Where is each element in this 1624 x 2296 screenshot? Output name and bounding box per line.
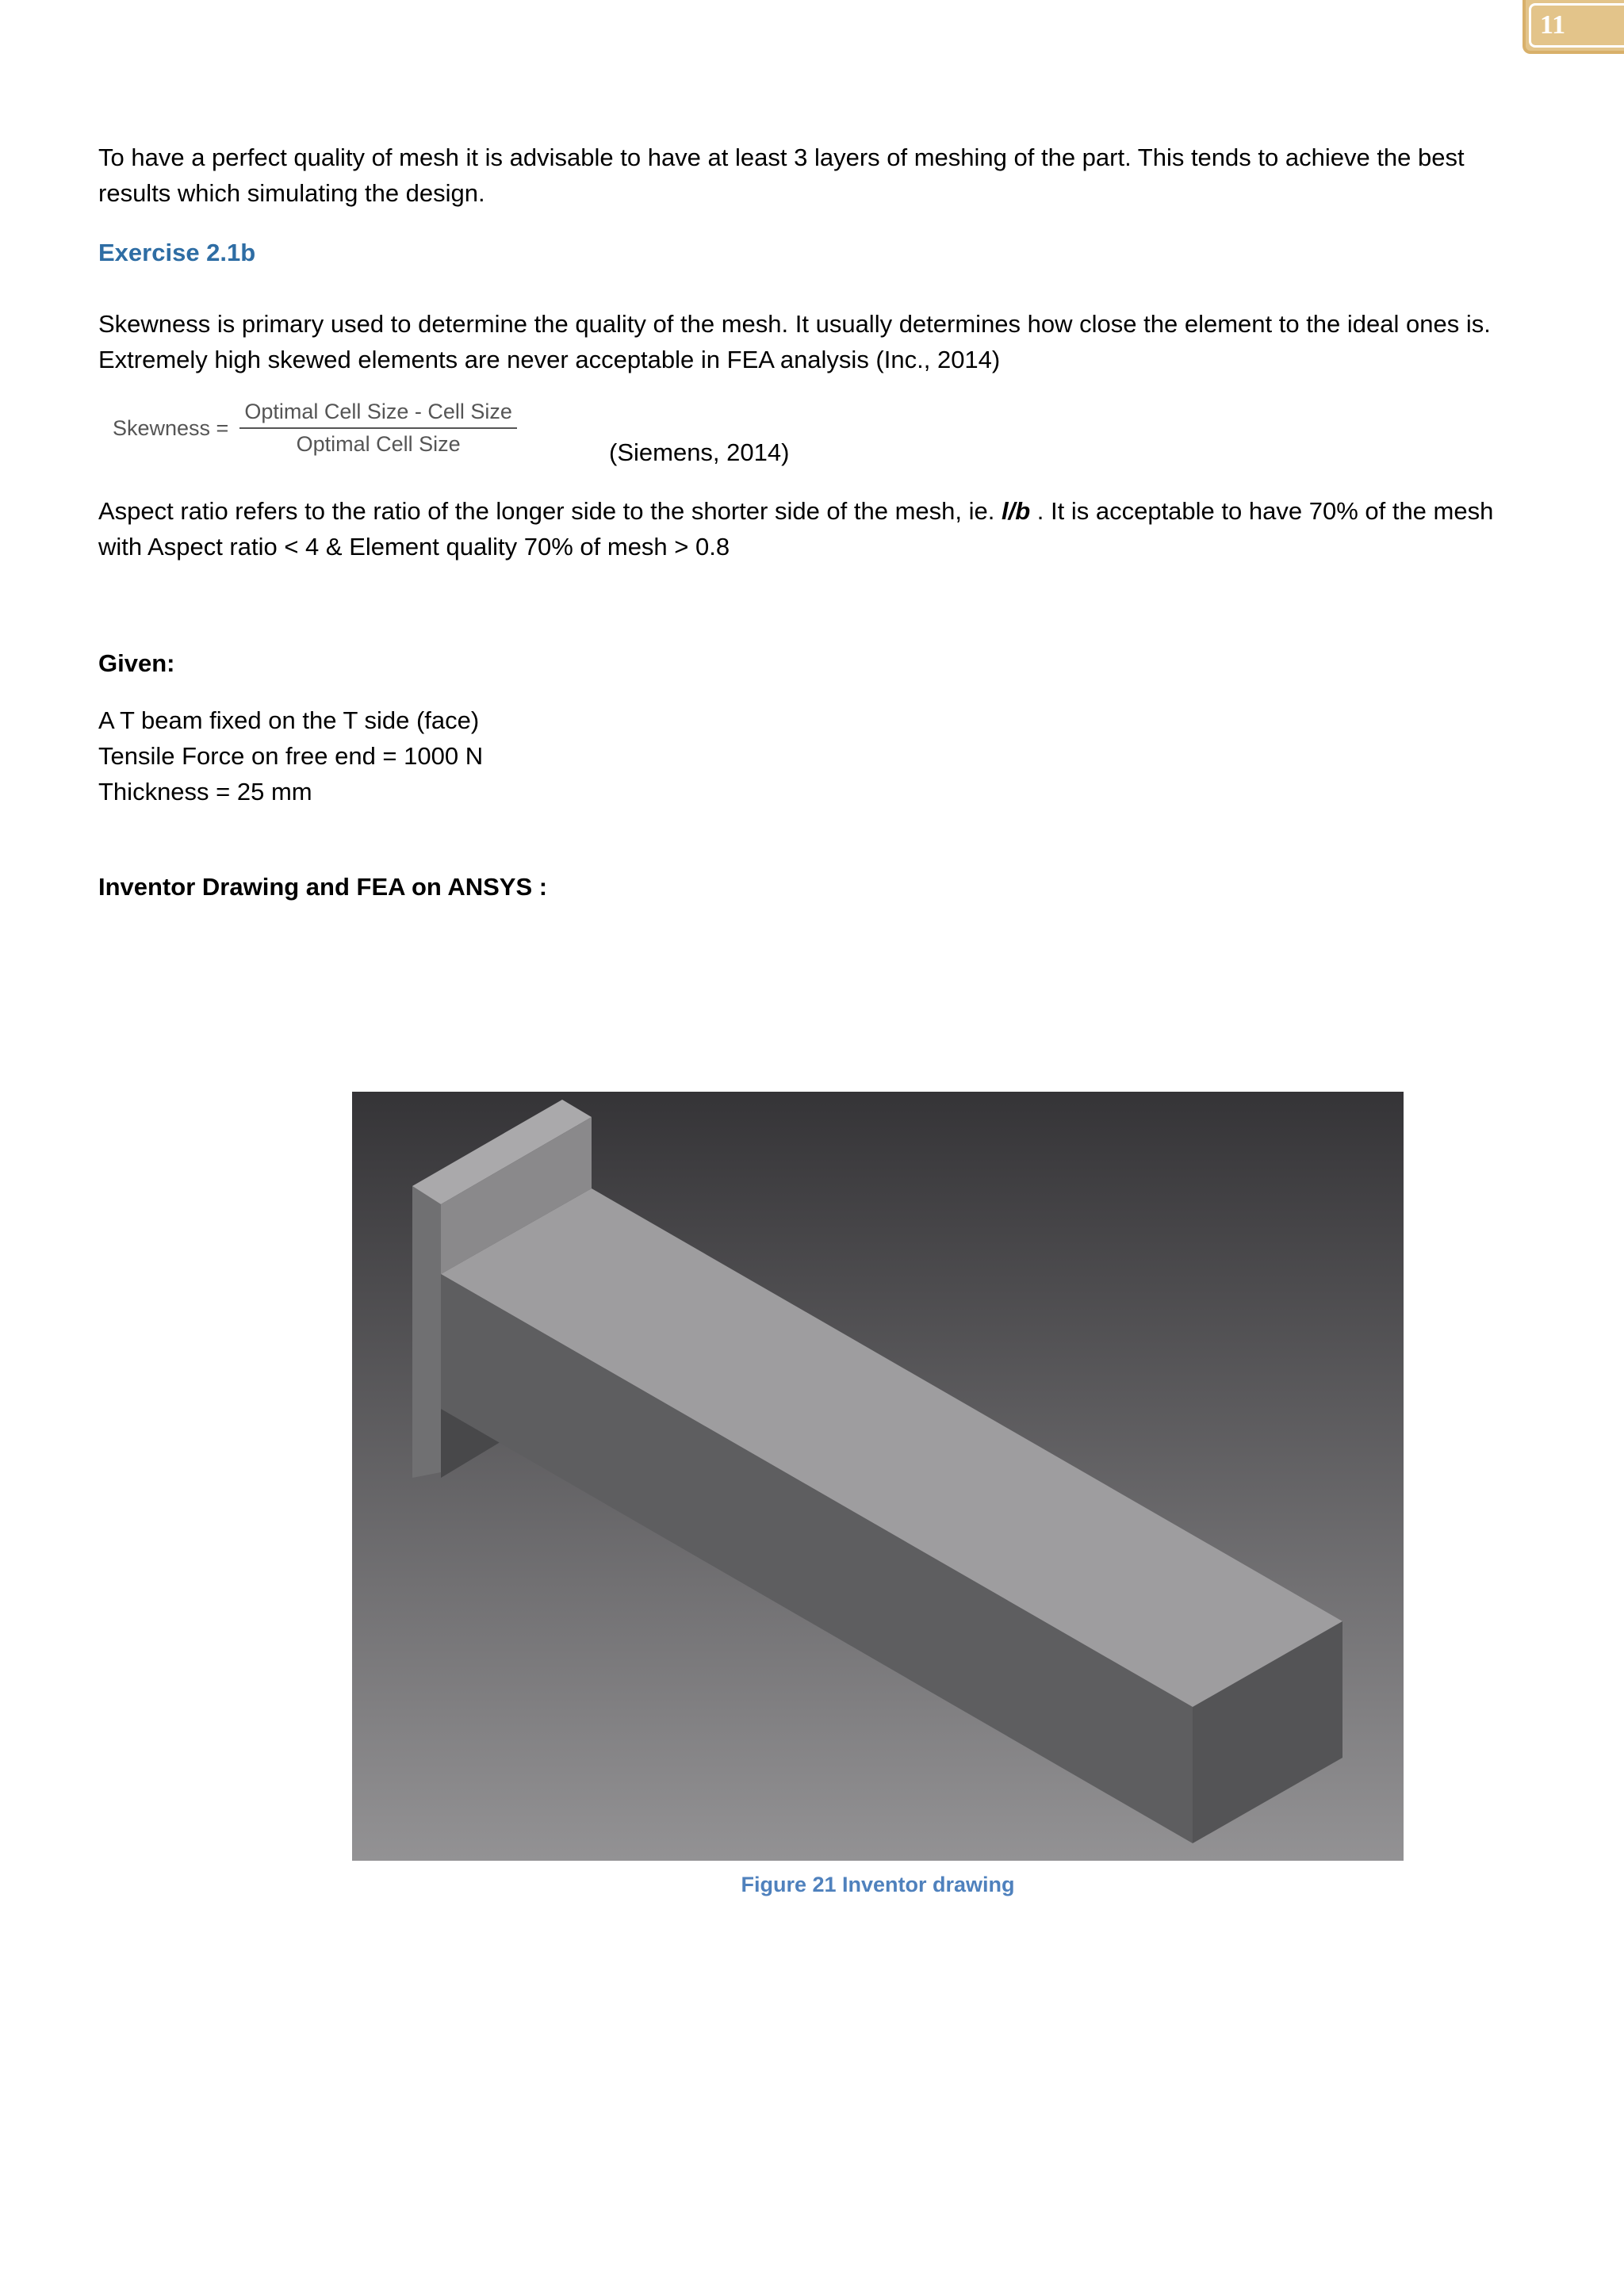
page-number: 11 — [1540, 10, 1566, 40]
given-line: A T beam fixed on the T side (face) — [98, 706, 480, 734]
page-number-badge — [1522, 0, 1624, 54]
exercise-heading: Exercise 2.1b — [98, 239, 256, 266]
formula-denominator: Optimal Cell Size — [296, 432, 461, 456]
aspect-text-after: . It is acceptable to have 70% of the mesh with Aspect ratio < 4 & Element quality 70% of mesh > 0.8 — [98, 497, 1494, 561]
formula-lhs: Skewness = — [113, 415, 229, 440]
skewness-paragraph: Skewness is primary used to determine the quality of the mesh. It usually determines how close the element to the ideal ones is. Extremely high skewed elements are never acceptable in FEA analysis (Inc., 2014) — [98, 310, 1491, 373]
mesh-layers-paragraph: To have a perfect quality of mesh it is advisable to have at least 3 layers of meshing of the part. This tends to achieve the best results which simulating the design. — [98, 144, 1465, 207]
given-line: Tensile Force on free end = 1000 N — [98, 742, 484, 770]
aspect-ratio-symbol: l/b — [1002, 497, 1031, 525]
flange-front-face — [412, 1186, 441, 1478]
given-line: Thickness = 25 mm — [98, 778, 312, 806]
aspect-text-before: Aspect ratio refers to the ratio of the longer side to the shorter side of the mesh, ie. — [98, 497, 1002, 525]
formula-numerator: Optimal Cell Size - Cell Size — [239, 400, 517, 429]
inventor-heading: Inventor Drawing and FEA on ANSYS : — [98, 873, 548, 901]
aspect-ratio-paragraph — [98, 493, 1526, 564]
formula-citation: (Siemens, 2014) — [609, 438, 790, 466]
given-heading: Given: — [98, 649, 175, 677]
formula-fraction — [239, 400, 517, 457]
figure-caption: Figure 21 Inventor drawing — [741, 1873, 1015, 1896]
skewness-formula — [113, 400, 517, 457]
t-beam-inventor-drawing — [352, 1092, 1404, 1861]
